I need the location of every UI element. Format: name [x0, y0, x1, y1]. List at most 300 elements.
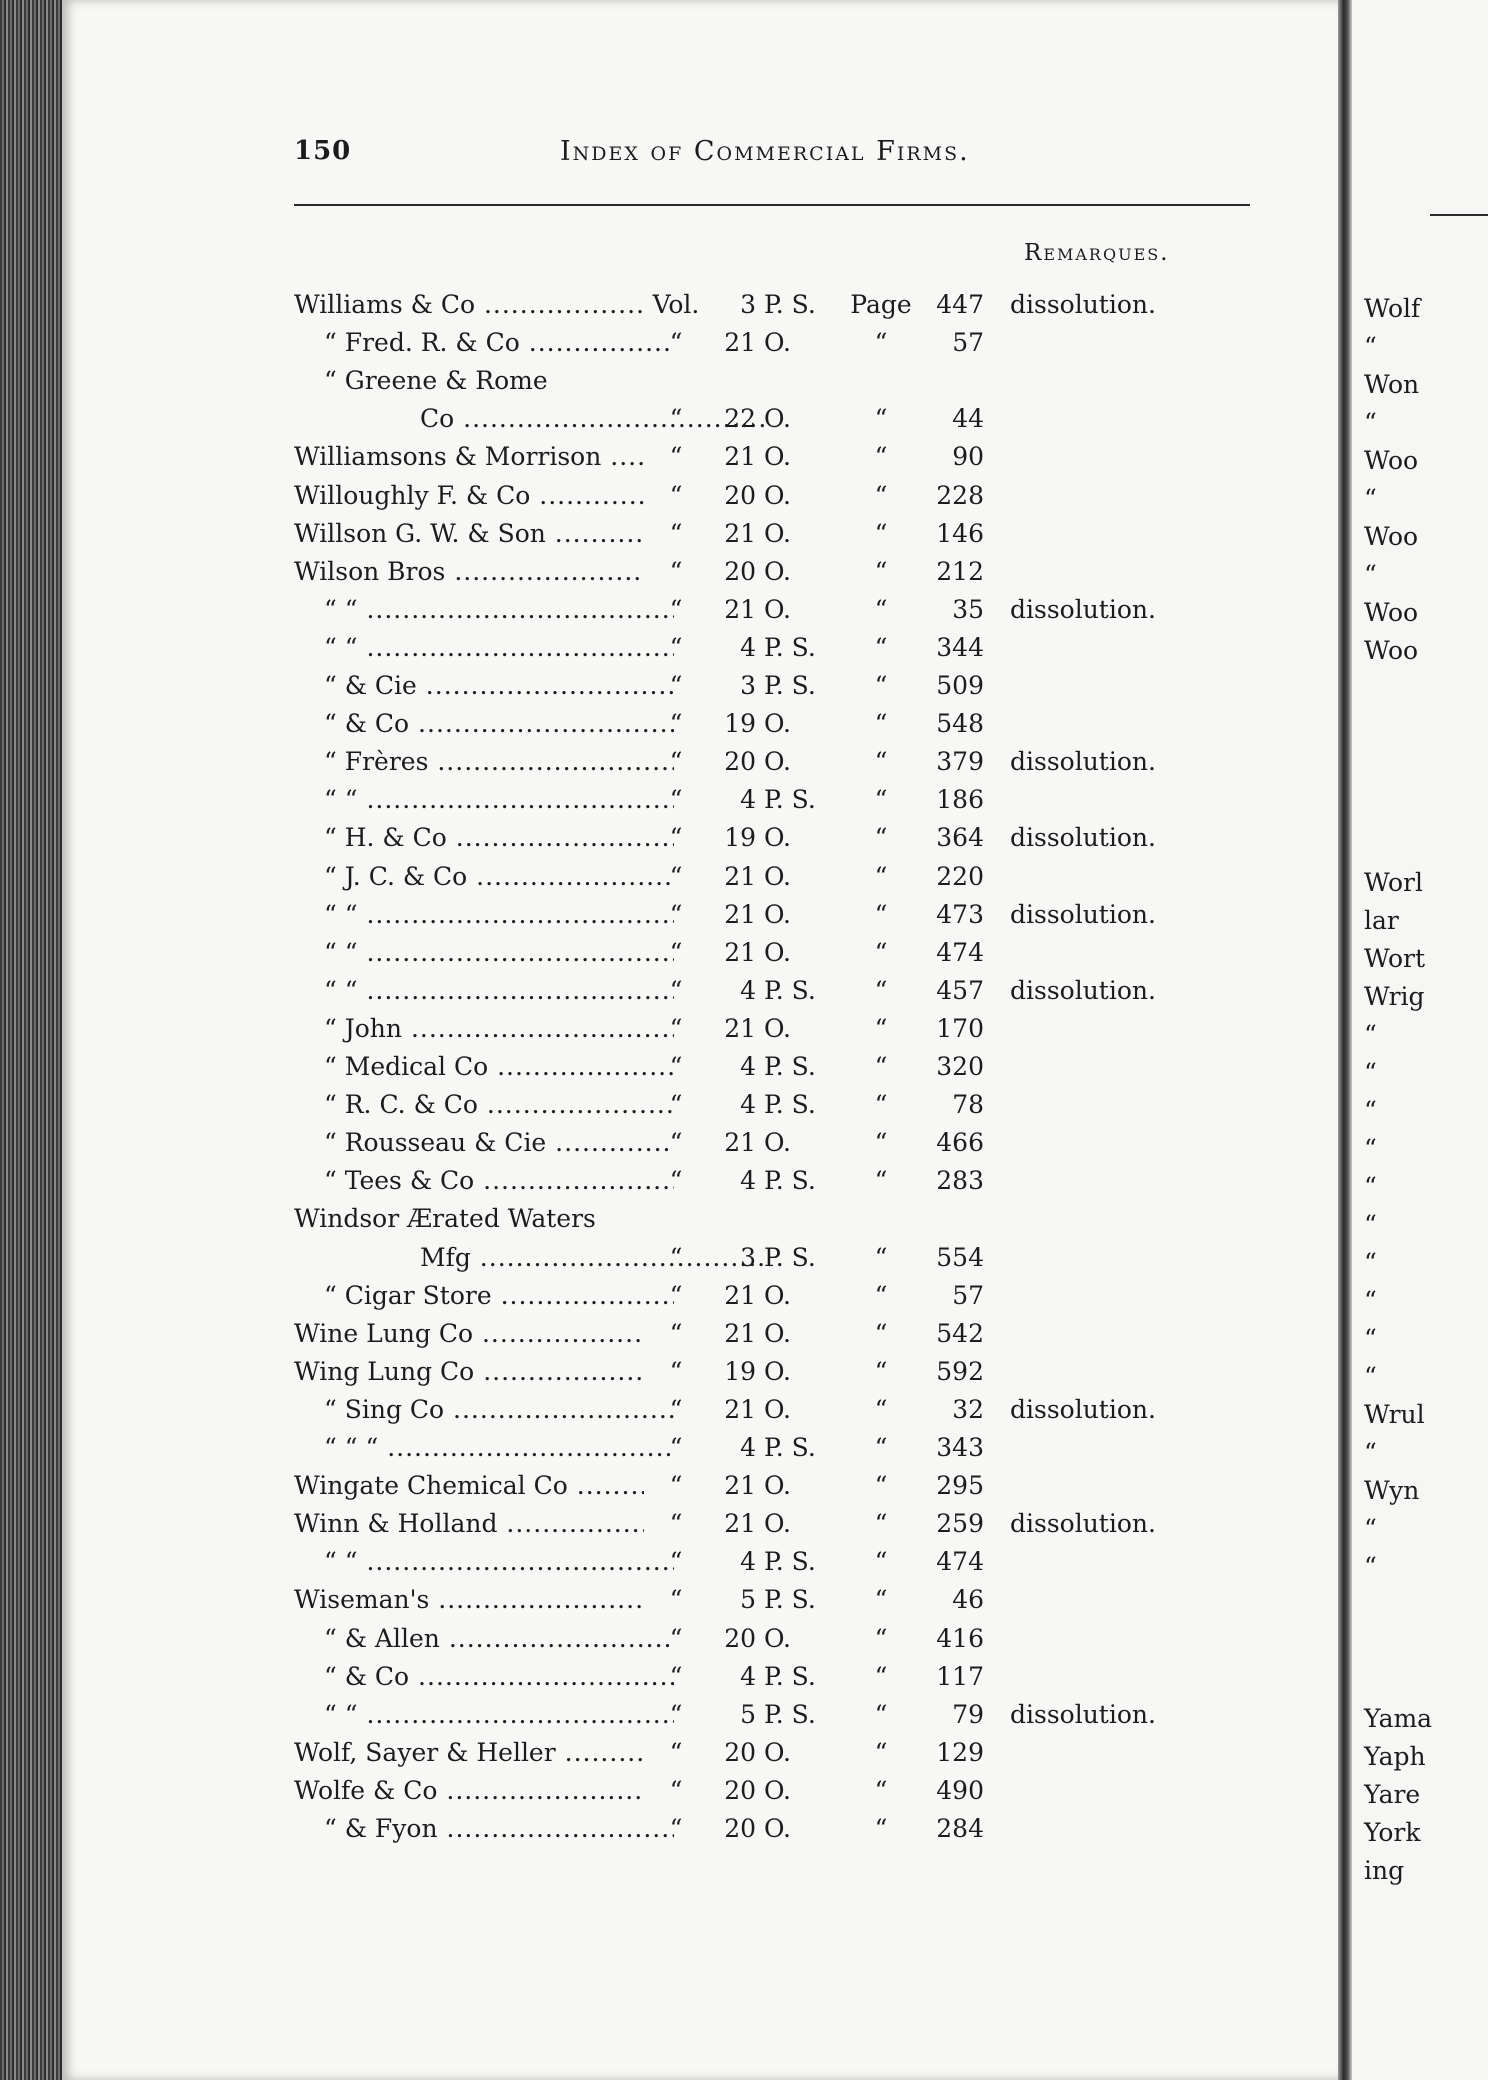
remark: dissolution.	[1010, 1509, 1156, 1539]
page-label: “	[874, 1242, 888, 1272]
page-gutter	[1338, 0, 1352, 2080]
page-label: “	[874, 861, 888, 891]
page-number: 150	[294, 136, 352, 166]
facing-page-fragment: Wrul	[1364, 1400, 1425, 1429]
page-label: “	[874, 1394, 888, 1424]
page-number-cell: 35	[952, 594, 984, 624]
series: P. S.	[764, 1090, 816, 1120]
page-label: “	[874, 1737, 888, 1767]
series: O.	[764, 518, 791, 548]
page-number-cell: 170	[936, 1013, 984, 1043]
firm-name: “ “ .....	[294, 934, 674, 972]
remark: dissolution.	[1010, 975, 1156, 1005]
index-entry-row	[0, 819, 1340, 857]
series: O.	[764, 480, 791, 510]
page-label: “	[874, 975, 888, 1005]
facing-page-fragment: lar	[1364, 906, 1399, 935]
volume-number: 3	[740, 1242, 756, 1272]
series: O.	[764, 1814, 791, 1843]
facing-page-fragment: “	[1364, 1362, 1377, 1391]
page-label: “	[874, 1090, 888, 1120]
firm-name: “ Greene & Rome	[324, 366, 548, 396]
facing-page-fragment: ing	[1364, 1856, 1405, 1885]
index-entry-row	[0, 1620, 1340, 1658]
page-label: “	[874, 632, 888, 662]
volume-number: 4	[740, 1166, 756, 1196]
volume-label: “	[669, 1394, 683, 1424]
page-label: “	[874, 709, 888, 739]
volume-number: 4	[740, 1661, 756, 1691]
firm-name: Wingate Chemical Co .....	[294, 1467, 644, 1505]
remark: dissolution.	[1010, 594, 1156, 624]
page-label: “	[874, 328, 888, 358]
page-number-cell: 379	[936, 747, 984, 777]
page-label: Page	[850, 290, 912, 319]
index-entry-row	[0, 972, 1340, 1010]
series: O.	[764, 1737, 791, 1767]
series: O.	[764, 709, 791, 739]
page-label: “	[874, 480, 888, 510]
index-entry-row	[0, 1277, 1340, 1315]
index-entry-row	[0, 705, 1340, 743]
page-label: “	[874, 1166, 888, 1196]
index-entry-row	[0, 1581, 1340, 1619]
facing-page-fragment: Yaph	[1364, 1742, 1426, 1771]
page-number-cell: 90	[952, 442, 984, 472]
facing-page-fragment: “	[1364, 1514, 1377, 1543]
volume-label: “	[669, 1052, 683, 1081]
firm-name: “ John .....	[294, 1010, 674, 1048]
series: P. S.	[764, 1661, 816, 1691]
facing-page-fragment: Worl	[1364, 868, 1423, 897]
facing-page-fragment: “	[1364, 1134, 1377, 1163]
volume-label: “	[669, 1090, 683, 1120]
page-number-cell: 32	[952, 1394, 984, 1424]
volume-label: “	[669, 1433, 683, 1462]
page-label: “	[874, 899, 888, 929]
volume-label: “	[669, 823, 683, 853]
volume-number: 20	[724, 747, 756, 777]
firm-name: “ “ .....	[294, 781, 674, 819]
index-entry-row	[0, 286, 1340, 324]
series: P. S.	[764, 1052, 816, 1081]
firm-name: Windsor Ærated Waters	[294, 1204, 596, 1234]
page-number-cell: 186	[936, 785, 984, 815]
firm-name: “ “ .....	[294, 1696, 674, 1734]
firm-name: “ “ .....	[294, 629, 674, 667]
index-entry-row	[0, 629, 1340, 667]
remark: dissolution.	[1010, 1699, 1156, 1729]
page-label: “	[874, 1623, 888, 1653]
volume-label: “	[669, 937, 683, 967]
firm-name: “ R. C. & Co .....	[294, 1086, 674, 1124]
index-entry-row	[0, 553, 1340, 591]
firm-name: “ Tees & Co .....	[294, 1162, 674, 1200]
index-entry-row	[0, 1658, 1340, 1696]
page-label: “	[874, 404, 888, 434]
index-entry-row	[0, 1696, 1340, 1734]
volume-number: 21	[724, 1471, 756, 1501]
facing-page-fragment: Wrig	[1364, 982, 1425, 1011]
page-label: “	[874, 1585, 888, 1615]
page-number-cell: 473	[936, 899, 984, 929]
facing-page-fragment: “	[1364, 1552, 1377, 1581]
series: O.	[764, 1394, 791, 1424]
firm-name: Co .....	[294, 400, 770, 438]
page-label: “	[874, 594, 888, 624]
volume-number: 20	[724, 556, 756, 586]
firm-name: Wiseman's .....	[294, 1581, 644, 1619]
volume-label: “	[669, 1356, 683, 1386]
page-number-cell: 343	[936, 1433, 984, 1462]
facing-page-fragment: Woo	[1364, 598, 1419, 627]
volume-number: 20	[724, 1623, 756, 1653]
series: P. S.	[764, 1699, 816, 1729]
volume-number: 4	[740, 1052, 756, 1081]
volume-number: 4	[740, 785, 756, 815]
index-entry-row	[0, 400, 1340, 438]
firm-name: Wolfe & Co .....	[294, 1772, 644, 1810]
firm-name: “ & Allen .....	[294, 1620, 674, 1658]
facing-page-fragment: “	[1364, 408, 1377, 437]
volume-label: “	[669, 747, 683, 777]
firm-name: Wilson Bros .....	[294, 553, 644, 591]
index-entry-row	[0, 858, 1340, 896]
volume-label: “	[669, 709, 683, 739]
page-label: “	[874, 1052, 888, 1081]
series: P. S.	[764, 785, 816, 815]
facing-page-fragment: “	[1364, 1324, 1377, 1353]
facing-page-fragment: “	[1364, 560, 1377, 589]
index-entry-row	[0, 1162, 1340, 1200]
volume-label: “	[669, 1280, 683, 1310]
series: P. S.	[764, 1242, 816, 1272]
series: O.	[764, 442, 791, 472]
volume-label: “	[669, 899, 683, 929]
page-number-cell: 44	[952, 404, 984, 434]
page-number-cell: 283	[936, 1166, 984, 1196]
firm-name: “ & Co .....	[294, 1658, 674, 1696]
volume-number: 3	[740, 290, 756, 319]
series: O.	[764, 1623, 791, 1653]
page-number-cell: 490	[936, 1775, 984, 1805]
volume-number: 20	[724, 480, 756, 510]
series: O.	[764, 747, 791, 777]
page-label: “	[874, 1509, 888, 1539]
series: P. S.	[764, 1585, 816, 1615]
index-entry-row	[0, 1124, 1340, 1162]
volume-number: 21	[724, 1280, 756, 1310]
series: O.	[764, 1318, 791, 1348]
volume-label: “	[669, 1471, 683, 1501]
volume-number: 4	[740, 1433, 756, 1462]
volume-label: “	[669, 861, 683, 891]
remark: dissolution.	[1010, 899, 1156, 929]
index-entry-row	[0, 1505, 1340, 1543]
volume-number: 5	[740, 1699, 756, 1729]
page-label: “	[874, 937, 888, 967]
volume-label: “	[669, 328, 683, 358]
page-number-cell: 46	[952, 1585, 984, 1615]
volume-label: “	[669, 1699, 683, 1729]
page-label: “	[874, 1356, 888, 1386]
firm-name: “ Sing Co .....	[294, 1391, 674, 1429]
index-entry-row	[0, 896, 1340, 934]
firm-name: Willson G. W. & Son .....	[294, 515, 644, 553]
page-label: “	[874, 556, 888, 586]
page-number-cell: 474	[936, 1547, 984, 1577]
facing-page-fragment: Yama	[1364, 1704, 1433, 1733]
volume-label: “	[669, 1585, 683, 1615]
facing-page-fragment: “	[1364, 1210, 1377, 1239]
page-number-cell: 592	[936, 1356, 984, 1386]
volume-number: 3	[740, 671, 756, 700]
page-label: “	[874, 1318, 888, 1348]
page-label: “	[874, 747, 888, 777]
volume-number: 4	[740, 1090, 756, 1120]
page-number-cell: 284	[936, 1814, 984, 1843]
volume-label: “	[669, 1661, 683, 1691]
volume-label: Vol.	[652, 290, 700, 319]
page-label: “	[874, 1547, 888, 1577]
firm-name: Winn & Holland .....	[294, 1505, 644, 1543]
facing-page-fragment: Woo	[1364, 636, 1419, 665]
facing-page-fragment: York	[1364, 1818, 1421, 1847]
index-entry-row	[0, 1010, 1340, 1048]
volume-number: 21	[724, 899, 756, 929]
index-entry-row	[0, 1353, 1340, 1391]
volume-label: “	[669, 1128, 683, 1158]
series: P. S.	[764, 290, 816, 319]
volume-number: 5	[740, 1585, 756, 1615]
volume-number: 4	[740, 1547, 756, 1577]
page-label: “	[874, 1661, 888, 1691]
series: P. S.	[764, 1166, 816, 1196]
volume-number: 21	[724, 937, 756, 967]
page-number-cell: 295	[936, 1471, 984, 1501]
series: P. S.	[764, 1547, 816, 1577]
firm-name: Willoughly F. & Co .....	[294, 477, 644, 515]
index-entry-row	[0, 1467, 1340, 1505]
volume-label: “	[669, 632, 683, 662]
series: O.	[764, 1775, 791, 1805]
firm-name: “ Cigar Store .....	[294, 1277, 674, 1315]
series: O.	[764, 1356, 791, 1386]
volume-number: 21	[724, 1509, 756, 1539]
page-label: “	[874, 1280, 888, 1310]
series: O.	[764, 1280, 791, 1310]
facing-page-fragment: “	[1364, 484, 1377, 513]
firm-name: “ Fred. R. & Co .....	[294, 324, 674, 362]
volume-label: “	[669, 671, 683, 700]
index-entry-row	[0, 362, 1340, 400]
series: O.	[764, 861, 791, 891]
volume-number: 4	[740, 975, 756, 1005]
facing-page-fragment: “	[1364, 1020, 1377, 1049]
volume-label: “	[669, 1737, 683, 1767]
volume-label: “	[669, 1166, 683, 1196]
firm-name: “ “ .....	[294, 1543, 674, 1581]
firm-name: Mfg .....	[294, 1239, 770, 1277]
page-number-cell: 228	[936, 480, 984, 510]
page-label: “	[874, 1775, 888, 1805]
firm-name: “ & Fyon .....	[294, 1810, 674, 1848]
index-entry-row	[0, 1772, 1340, 1810]
facing-page-fragment: Wolf	[1364, 294, 1421, 323]
firm-name: “ “ .....	[294, 896, 674, 934]
page-label: “	[874, 1699, 888, 1729]
series: O.	[764, 899, 791, 929]
index-entry-row	[0, 438, 1340, 476]
remark: dissolution.	[1010, 823, 1156, 853]
page-label: “	[874, 1013, 888, 1043]
page-number-cell: 344	[936, 632, 984, 662]
series: O.	[764, 556, 791, 586]
page-number-cell: 542	[936, 1318, 984, 1348]
facing-page-fragment: “	[1364, 1172, 1377, 1201]
series: O.	[764, 328, 791, 358]
volume-number: 21	[724, 442, 756, 472]
firm-name: “ J. C. & Co .....	[294, 858, 674, 896]
firm-name: Williamsons & Morrison .....	[294, 438, 644, 476]
page-number-cell: 57	[952, 328, 984, 358]
index-entry-row	[0, 1315, 1340, 1353]
page-number-cell: 117	[936, 1661, 984, 1691]
volume-label: “	[669, 556, 683, 586]
series: O.	[764, 1471, 791, 1501]
remark: dissolution.	[1010, 747, 1156, 777]
index-entry-row	[0, 324, 1340, 362]
volume-label: “	[669, 442, 683, 472]
series: O.	[764, 404, 791, 434]
page-label: “	[874, 518, 888, 548]
series: O.	[764, 937, 791, 967]
series: P. S.	[764, 632, 816, 662]
facing-page-fragment: “	[1364, 1438, 1377, 1467]
firm-name: Wolf, Sayer & Heller .....	[294, 1734, 644, 1772]
facing-page-fragment: Wort	[1364, 944, 1426, 973]
series: O.	[764, 1013, 791, 1043]
firm-name: “ “ .....	[294, 591, 674, 629]
index-entry-row	[0, 1391, 1340, 1429]
volume-number: 21	[724, 518, 756, 548]
page-number-cell: 220	[936, 861, 984, 891]
index-entry-row	[0, 1048, 1340, 1086]
index-entry-row	[0, 1429, 1340, 1467]
volume-number: 22	[724, 404, 756, 434]
page-number-cell: 416	[936, 1623, 984, 1653]
index-entry-row	[0, 591, 1340, 629]
firm-name: Wing Lung Co .....	[294, 1353, 644, 1391]
volume-label: “	[669, 1814, 683, 1843]
facing-page-fragment: “	[1364, 1248, 1377, 1277]
page-label: “	[874, 785, 888, 815]
index-entry-row	[0, 667, 1340, 705]
page-number-cell: 129	[936, 1737, 984, 1767]
index-entry-row	[0, 1810, 1340, 1848]
page-label: “	[874, 1814, 888, 1843]
firm-name: “ & Co .....	[294, 705, 674, 743]
volume-number: 20	[724, 1775, 756, 1805]
volume-number: 19	[724, 1356, 756, 1386]
volume-label: “	[669, 404, 683, 434]
volume-label: “	[669, 518, 683, 548]
firm-name: “ “ .....	[294, 972, 674, 1010]
series: O.	[764, 823, 791, 853]
series: O.	[764, 1128, 791, 1158]
firm-name: “ Medical Co .....	[294, 1048, 674, 1086]
series: O.	[764, 594, 791, 624]
firm-name: “ & Cie .....	[294, 667, 674, 705]
volume-label: “	[669, 785, 683, 815]
page-label: “	[874, 671, 888, 700]
facing-page-fragment: “	[1364, 1286, 1377, 1315]
index-entry-row	[0, 1200, 1340, 1238]
index-entry-row	[0, 1734, 1340, 1772]
facing-page-fragment: “	[1364, 1096, 1377, 1125]
index-entry-row	[0, 515, 1340, 553]
volume-label: “	[669, 594, 683, 624]
volume-number: 19	[724, 709, 756, 739]
volume-label: “	[669, 975, 683, 1005]
page-number-cell: 466	[936, 1128, 984, 1158]
series: P. S.	[764, 975, 816, 1005]
volume-number: 21	[724, 861, 756, 891]
remark: dissolution.	[1010, 1394, 1156, 1424]
page-number-cell: 78	[952, 1090, 984, 1120]
page-number-cell: 320	[936, 1052, 984, 1081]
page-label: “	[874, 1471, 888, 1501]
firm-name: Wine Lung Co .....	[294, 1315, 644, 1353]
index-entry-row	[0, 743, 1340, 781]
firm-name: “ Rousseau & Cie .....	[294, 1124, 674, 1162]
page-number-cell: 548	[936, 709, 984, 739]
page-number-cell: 509	[936, 671, 984, 700]
index-entry-row	[0, 781, 1340, 819]
volume-label: “	[669, 1318, 683, 1348]
page-number-cell: 474	[936, 937, 984, 967]
index-entry-row	[0, 1239, 1340, 1277]
facing-page-fragment: Woo	[1364, 522, 1419, 551]
volume-label: “	[669, 1242, 683, 1272]
page-number-cell: 57	[952, 1280, 984, 1310]
page-number-cell: 79	[952, 1699, 984, 1729]
series: P. S.	[764, 671, 816, 700]
firm-name: “ H. & Co .....	[294, 819, 674, 857]
facing-page-fragment: Won	[1364, 370, 1420, 399]
volume-number: 21	[724, 1318, 756, 1348]
series: O.	[764, 1509, 791, 1539]
volume-label: “	[669, 1013, 683, 1043]
facing-page-edge	[1352, 0, 1488, 2080]
volume-label: “	[669, 1547, 683, 1577]
facing-page-fragment: “	[1364, 332, 1377, 361]
volume-number: 20	[724, 1737, 756, 1767]
remark: dissolution.	[1010, 290, 1156, 319]
volume-number: 21	[724, 1394, 756, 1424]
volume-label: “	[669, 480, 683, 510]
page-label: “	[874, 1433, 888, 1462]
facing-page-fragment: Woo	[1364, 446, 1419, 475]
facing-page-fragment: Yare	[1364, 1780, 1421, 1809]
series: P. S.	[764, 1433, 816, 1462]
firm-name: Williams & Co .....	[294, 286, 644, 324]
page-number-cell: 146	[936, 518, 984, 548]
index-entry-row	[0, 1543, 1340, 1581]
volume-number: 4	[740, 632, 756, 662]
volume-label: “	[669, 1775, 683, 1805]
index-entry-row	[0, 934, 1340, 972]
